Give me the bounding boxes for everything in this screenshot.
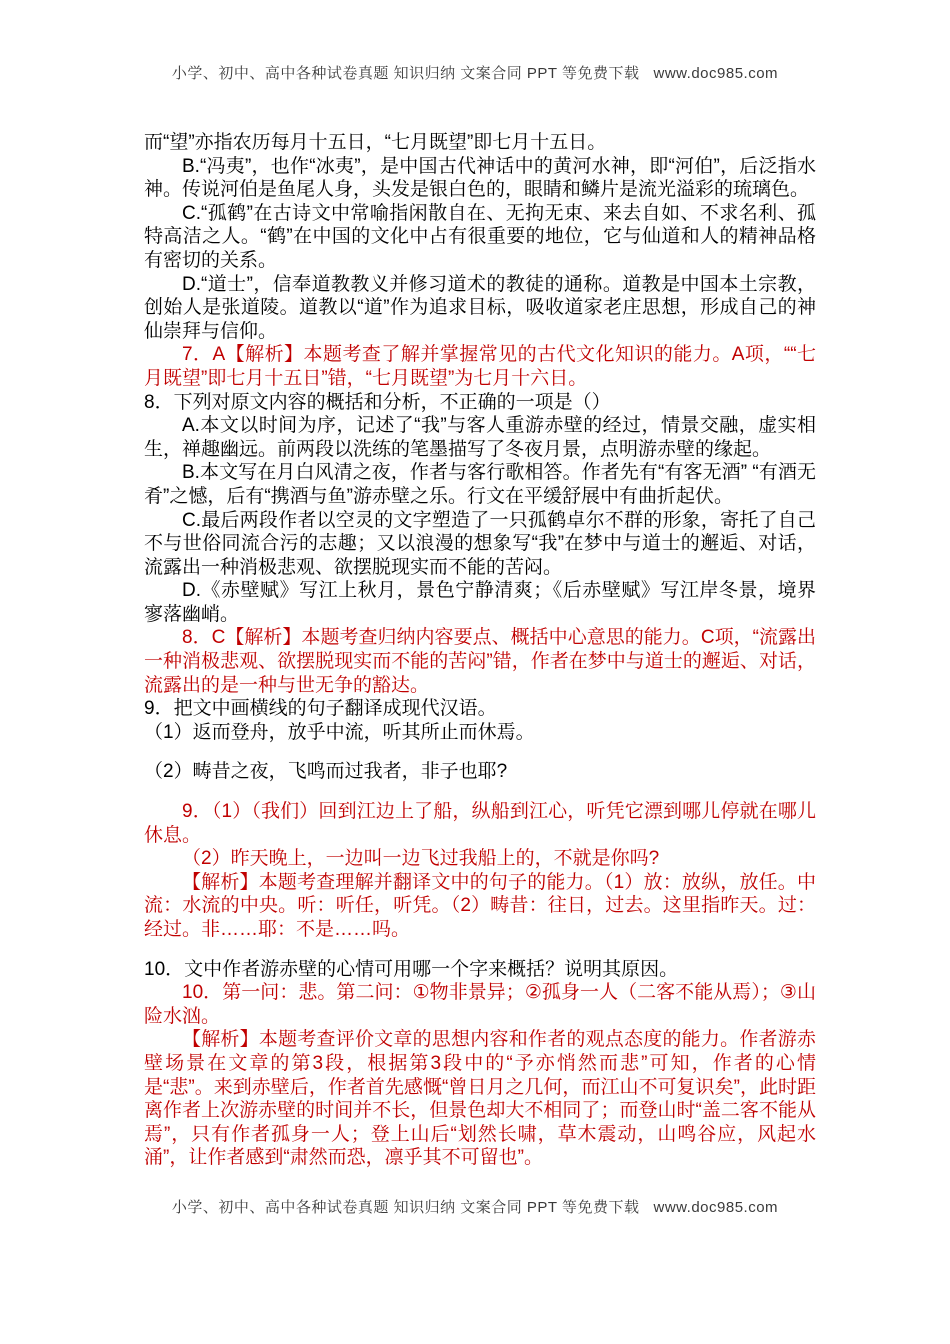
answer-paragraph: 7．A【解析】本题考查了解并掌握常见的古代文化知识的能力。A项，““七月既望”即七月十五日”错，“七月既望”为七月十六日。	[144, 344, 816, 389]
page-footer	[0, 1196, 950, 1217]
header-watermark-text: 小学、初中、高中各种试卷真题 知识归纳 文案合同 PPT 等免费下载	[171, 65, 640, 82]
question-paragraph: C.“孤鹤”在古诗文中常喻指闲散自在、无拘无束、来去自如、不求名利、孤特高洁之人。“鹤”在中国的文化中占有很重要的地位，它与仙道和人的精神品格有密切的关系。	[144, 202, 816, 271]
document-body	[144, 131, 816, 1170]
footer-site-url: www.doc985.com	[653, 1199, 779, 1216]
question-paragraph: 而“望”亦指农历每月十五日，“七月既望”即七月十五日。	[144, 132, 607, 153]
header-site-url: www.doc985.com	[653, 65, 779, 82]
paragraph-spacer	[144, 784, 816, 800]
answer-paragraph: 【解析】本题考查评价文章的思想内容和作者的观点态度的能力。作者游赤壁场景在文章的第3段，根据第3段中的“予亦悄然而悲”可知，作者的心情是“悲”。来到赤壁后，作者首先感慨“曾日月之几何，而江山不可复识矣”，此时距离作者上次游赤壁的时间并不长，但景色却大不相同了；而登山时“盖二客不能从焉”，只有作者孤身一人；登上山后“划然长啸，草木震动，山鸣谷应，风起水涌”，让作者感到“肃然而恐，凛乎其不可留也”。	[144, 1029, 816, 1169]
question-paragraph: B.“冯夷”，也作“冰夷”，是中国古代神话中的黄河水神，即“河伯”，后泛指水神。传说河伯是鱼尾人身，头发是银白色的，眼睛和鳞片是流光溢彩的琉璃色。	[144, 155, 816, 201]
question-paragraph: A.本文以时间为序，记述了“我”与客人重游赤壁的经过，情景交融，虚实相生，禅趣幽远。前两段以洗练的笔墨描写了冬夜月景，点明游赤壁的缘起。	[144, 415, 816, 460]
question-paragraph: C.最后两段作者以空灵的文字塑造了一只孤鹤卓尔不群的形象，寄托了自己不与世俗同流合污的志趣；又以浪漫的想象写“我”在梦中与道士的邂逅、对话，流露出一种消极悲观、欲摆脱现实而不能的苦闷。	[144, 509, 816, 578]
question-paragraph: （1）返而登舟，放乎中流，听其所止而休焉。	[144, 721, 535, 743]
answer-paragraph: 10．第一问：悲。第二问：①物非景异；②孤身一人（二客不能从焉）；③山险水汹。	[144, 982, 816, 1027]
question-paragraph: （2）畴昔之夜，飞鸣而过我者，非子也耶?	[144, 761, 508, 783]
paragraph-spacer	[144, 942, 816, 958]
answer-paragraph: 【解析】本题考查理解并翻译文中的句子的能力。（1）放：放纵，放任。中流：水流的中央。听：听任，听凭。（2）畴昔：往日，过去。这里指昨天。过：经过。非……耶：不是……吗。	[144, 871, 816, 940]
question-paragraph: B.本文写在月白风清之夜，作者与客行歌相答。作者先有“有客无酒” “有酒无肴”之憾，后有“携酒与鱼”游赤壁之乐。行文在平缓舒展中有曲折起伏。	[144, 462, 816, 507]
question-paragraph: 8．下列对原文内容的概括和分析，不正确的一项是（）	[144, 391, 611, 413]
page-header	[0, 0, 950, 83]
answer-paragraph: （2）昨天晚上，一边叫一边飞过我船上的，不就是你吗?	[182, 848, 660, 870]
answer-paragraph: 8．C【解析】本题考查归纳内容要点、概括中心意思的能力。C项，“流露出一种消极悲观、欲摆脱现实而不能的苦闷”错，作者在梦中与道士的邂逅、对话，流露出的是一种与世无争的豁达。	[144, 627, 816, 696]
question-paragraph: 10．文中作者游赤壁的心情可用哪一个字来概括？说明其原因。	[144, 958, 679, 980]
question-paragraph: D.“道士”，信奉道教教义并修习道术的教徒的通称。道教是中国本土宗教，创始人是张道陵。道教以“道”作为追求目标，吸收道家老庄思想，形成自己的神仙崇拜与信仰。	[144, 273, 816, 342]
paragraph-spacer	[144, 744, 816, 760]
footer-watermark-text: 小学、初中、高中各种试卷真题 知识归纳 文案合同 PPT 等免费下载	[171, 1199, 640, 1216]
question-paragraph: D.《赤壁赋》写江上秋月，景色宁静清爽；《后赤壁赋》写江岸冬景，境界寥落幽峭。	[144, 580, 816, 625]
answer-paragraph: 9．（1）（我们）回到江边上了船，纵船到江心，听凭它漂到哪儿停就在哪儿休息。	[144, 801, 816, 846]
question-paragraph: 9．把文中画横线的句子翻译成现代汉语。	[144, 698, 497, 720]
